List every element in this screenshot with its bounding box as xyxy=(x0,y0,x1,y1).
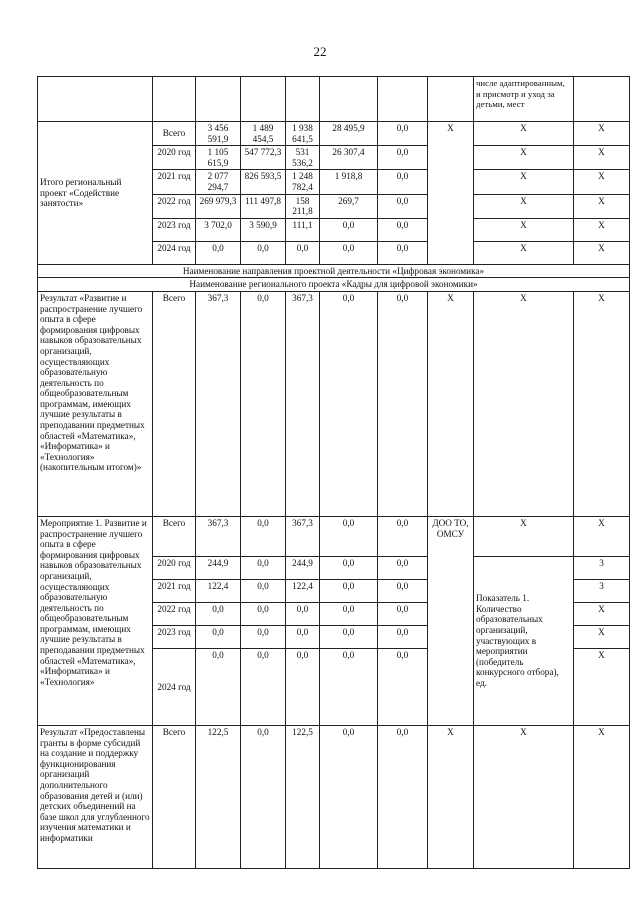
result-title: Результат «Предоставлены гранты в форме субсидий на создание и поддержку функционирования организаций дополнительного образования детей и (или) детских объединений на базе школ для углубленного изучения математики и информатики xyxy=(38,725,153,868)
regional-project-row: 2020 год 1 105 615,9 547 772,3 531 536,2 26 307,4 0,0 X X xyxy=(38,146,630,170)
continuation-text: числе адаптированным, и присмотр и уход за детьми, мест xyxy=(474,77,574,122)
event-indicator: Показатель 1. Количество образовательных организаций, участвующих в мероприятии (победитель конкурсного отбора), ед. xyxy=(474,556,574,725)
regional-project-row: 2023 год 3 702,0 3 590,9 111,1 0,0 0,0 X X xyxy=(38,218,630,241)
regional-project-row: 2024 год 0,0 0,0 0,0 0,0 0,0 X X xyxy=(38,241,630,264)
result-title: Результат «Развитие и распространение лучшего опыта в сфере формирования цифровых навыков образовательных организаций, осуществляющих образовательную деятельность по общеобразовательным программам, имеющих лучшие результаты в преподавании предметных областей «Математика», «Информатика» и «Технология» (накопительным итогом)» xyxy=(38,291,153,516)
section-header-row xyxy=(38,264,630,278)
event-row: 2022 год 0,0 0,0 0,0 0,0 0,0 X xyxy=(38,602,630,625)
event-row: 2020 год 244,9 0,0 244,9 0,0 0,0 Показатель 1. Количество образовательных организаций, участвующих в мероприятии (победитель конкурсного отбора), ед. 3 xyxy=(38,556,630,579)
financing-table xyxy=(37,76,630,869)
result-row: Результат «Предоставлены гранты в форме субсидий на создание и поддержку функционирования организаций дополнительного образования детей и (или) детских объединений на базе школ для углубленного изучения математики и информатики Всего 122,5 0,0 122,5 0,0 0,0 X X X xyxy=(38,725,630,868)
result-row: Результат «Развитие и распространение лучшего опыта в сфере формирования цифровых навыков образовательных организаций, осуществляющих образовательную деятельность по общеобразовательным программам, имеющих лучшие результаты в преподавании предметных областей «Математика», «Информатика» и «Технология» (накопительным итогом)» Всего 367,3 0,0 367,3 0,0 0,0 X X X xyxy=(38,291,630,516)
regional-project-row: 2022 год 269 979,3 111 497,8 158 211,8 269,7 0,0 X X xyxy=(38,194,630,218)
continuation-row xyxy=(38,77,630,122)
regional-project-title: Итого региональный проект «Содействие занятости» xyxy=(38,122,153,265)
project-header: Наименование регионального проекта «Кадры для цифровой экономики» xyxy=(38,278,630,292)
event-row: 2023 год 0,0 0,0 0,0 0,0 0,0 X xyxy=(38,625,630,648)
event-row: 2024 год 0,0 0,0 0,0 0,0 0,0 X xyxy=(38,648,630,725)
event-row: Мероприятие 1. Развитие и распространение лучшего опыта в сфере формирования цифровых навыков образовательных организаций, осуществляющих образовательную деятельность по общеобразовательным программам, имеющих лучшие результаты в преподавании предметных областей «Математика», «Информатика» и «Технология» Всего 367,3 0,0 367,3 0,0 0,0 ДОО ТО, ОМСУ X X xyxy=(38,516,630,556)
regional-project-row: Итого региональный проект «Содействие занятости» Всего 3 456 591,9 1 489 454,5 1 938 641,5 28 495,9 0,0 X X X xyxy=(38,122,630,146)
event-title: Мероприятие 1. Развитие и распространение лучшего опыта в сфере формирования цифровых навыков образовательных организаций, осуществляющих образовательную деятельность по общеобразовательным программам, имеющих лучшие результаты в преподавании предметных областей «Математика», «Информатика» и «Технология» xyxy=(38,516,153,725)
page-number: 22 xyxy=(313,44,327,59)
event-executor: ДОО ТО, ОМСУ xyxy=(428,516,474,725)
regional-project-executor: X xyxy=(428,122,474,265)
event-row: 2021 год 122,4 0,0 122,4 0,0 0,0 3 xyxy=(38,579,630,602)
regional-project-row: 2021 год 2 077 294,7 826 593,5 1 248 782,4 1 918,8 0,0 X X xyxy=(38,170,630,194)
section-header-row xyxy=(38,278,630,292)
direction-header: Наименование направления проектной деятельности «Цифровая экономика» xyxy=(38,264,630,278)
